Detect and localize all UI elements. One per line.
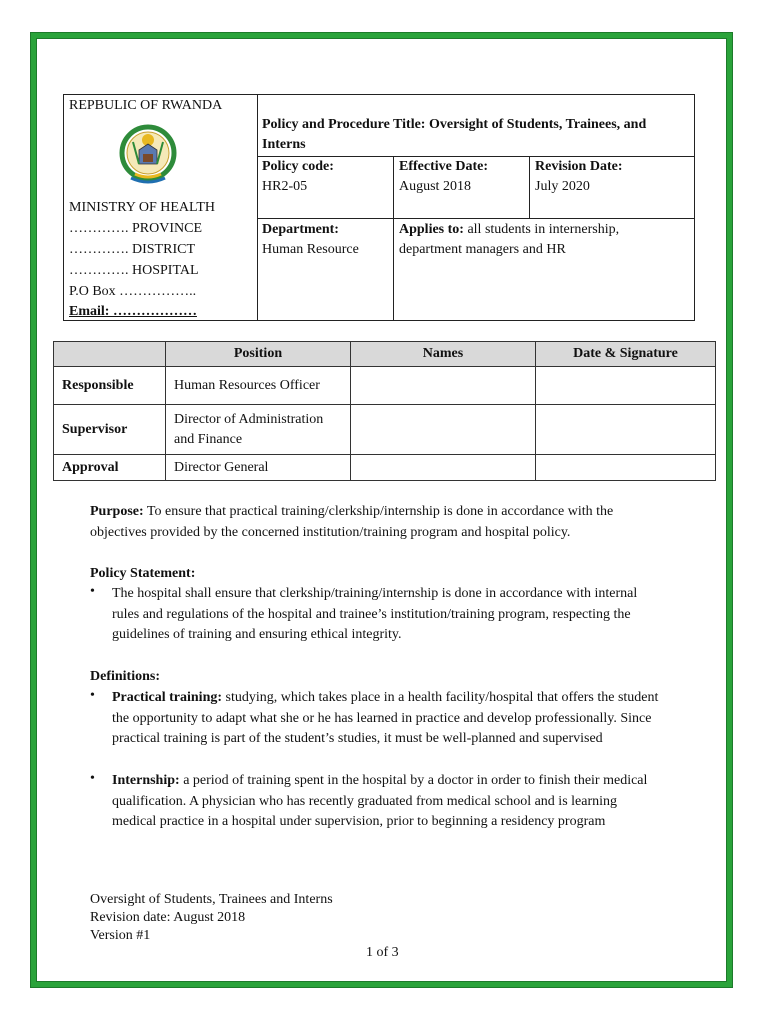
table-row	[54, 405, 716, 455]
effective-date-value: August 2018	[399, 179, 471, 194]
names-cell	[351, 367, 536, 405]
names-cell	[351, 405, 536, 455]
page-number: 1 of 3	[366, 945, 399, 960]
pobox-line: P.O Box ……………..	[69, 284, 197, 299]
document-footer	[90, 891, 333, 945]
effective-date-label: Effective Date:	[399, 159, 489, 174]
divider	[529, 156, 530, 218]
coat-of-arms-icon	[113, 120, 183, 190]
definition-text: studying, which takes place in a health facility/hospital that offers the student the opportunity to adapt what she or he has learned in practice and develop professionally. Since practical training is part of the student’s studies, it must be well-planned and supervised	[112, 690, 659, 746]
footer-title: Oversight of Students, Trainees and Interns	[90, 892, 333, 907]
column-header: Position	[166, 342, 351, 367]
policy-title-value: Oversight of Students, Trainees, and Interns	[262, 117, 647, 152]
date-signature-cell	[536, 455, 716, 481]
institution-block	[64, 95, 258, 320]
table-row	[54, 367, 716, 405]
definition-text: a period of training spent in the hospital by a doctor in order to finish their medical qualification. A physician who has recently graduated from medical school and is learning medical practice in a hospital under supervision, prior to beginning a residency program	[112, 773, 648, 829]
applies-to-value: all students in internership, department managers and HR	[399, 222, 620, 257]
ministry-name: MINISTRY OF HEALTH	[69, 200, 215, 215]
names-cell	[351, 455, 536, 481]
role-cell: Approval	[54, 455, 166, 481]
country-name: REPBULIC OF RWANDA	[69, 98, 223, 113]
policy-code-label: Policy code:	[262, 159, 334, 174]
revision-date-value: July 2020	[535, 179, 590, 194]
department-cell	[262, 220, 359, 260]
purpose-text: To ensure that practical training/clerkship/internship is done in accordance with the objectives provided by the concerned institution/training program and hospital policy.	[90, 504, 614, 540]
definition-term: Practical training:	[112, 690, 223, 705]
footer-version: Version #1	[90, 928, 151, 943]
table-row	[54, 455, 716, 481]
role-cell: Supervisor	[54, 405, 166, 455]
role-cell: Responsible	[54, 367, 166, 405]
policy-code-value: HR2-05	[262, 179, 308, 194]
policy-header-table	[63, 94, 695, 321]
applies-to-cell	[399, 220, 659, 260]
column-header: Names	[351, 342, 536, 367]
bullet-icon: •	[90, 584, 95, 599]
purpose-label: Purpose:	[90, 504, 144, 519]
bullet-icon: •	[90, 688, 95, 703]
purpose-paragraph	[90, 502, 670, 543]
department-label: Department:	[262, 222, 339, 237]
email-line: Email: ………………	[69, 304, 197, 319]
definition-internship	[112, 771, 660, 833]
definition-term: Internship:	[112, 773, 180, 788]
revision-date-cell	[535, 157, 623, 197]
date-signature-cell	[536, 367, 716, 405]
applies-to-label: Applies to:	[399, 222, 464, 237]
table-header-row	[54, 342, 716, 367]
divider	[257, 218, 694, 219]
effective-date-cell	[399, 157, 488, 197]
policy-statement-heading: Policy Statement:	[90, 566, 196, 581]
hospital-line: …………. HOSPITAL	[69, 263, 199, 278]
position-cell: Human Resources Officer	[166, 367, 351, 405]
date-signature-cell	[536, 405, 716, 455]
district-line: …………. DISTRICT	[69, 242, 195, 257]
bullet-icon: •	[90, 771, 95, 786]
revision-date-label: Revision Date:	[535, 159, 623, 174]
signoff-table	[53, 341, 716, 481]
definition-practical-training	[112, 688, 660, 750]
policy-statement-text: The hospital shall ensure that clerkship/training/internship is done in accordance with internal rules and regulations of the hospital and trainee’s institution/training program, respecting the guidelines of training and ensuring ethical integrity.	[112, 586, 638, 642]
position-cell: Director of Administration and Finance	[166, 405, 351, 455]
province-line: …………. PROVINCE	[69, 221, 203, 236]
policy-title-label: Policy and Procedure Title:	[262, 117, 426, 132]
policy-code-cell	[262, 157, 334, 197]
divider	[393, 156, 394, 320]
column-header: Date & Signature	[536, 342, 716, 367]
department-value: Human Resource	[262, 242, 359, 257]
position-cell: Director General	[166, 455, 351, 481]
footer-revision: Revision date: August 2018	[90, 910, 246, 925]
policy-title	[262, 115, 690, 155]
definitions-heading: Definitions:	[90, 669, 160, 684]
column-header	[54, 342, 166, 367]
